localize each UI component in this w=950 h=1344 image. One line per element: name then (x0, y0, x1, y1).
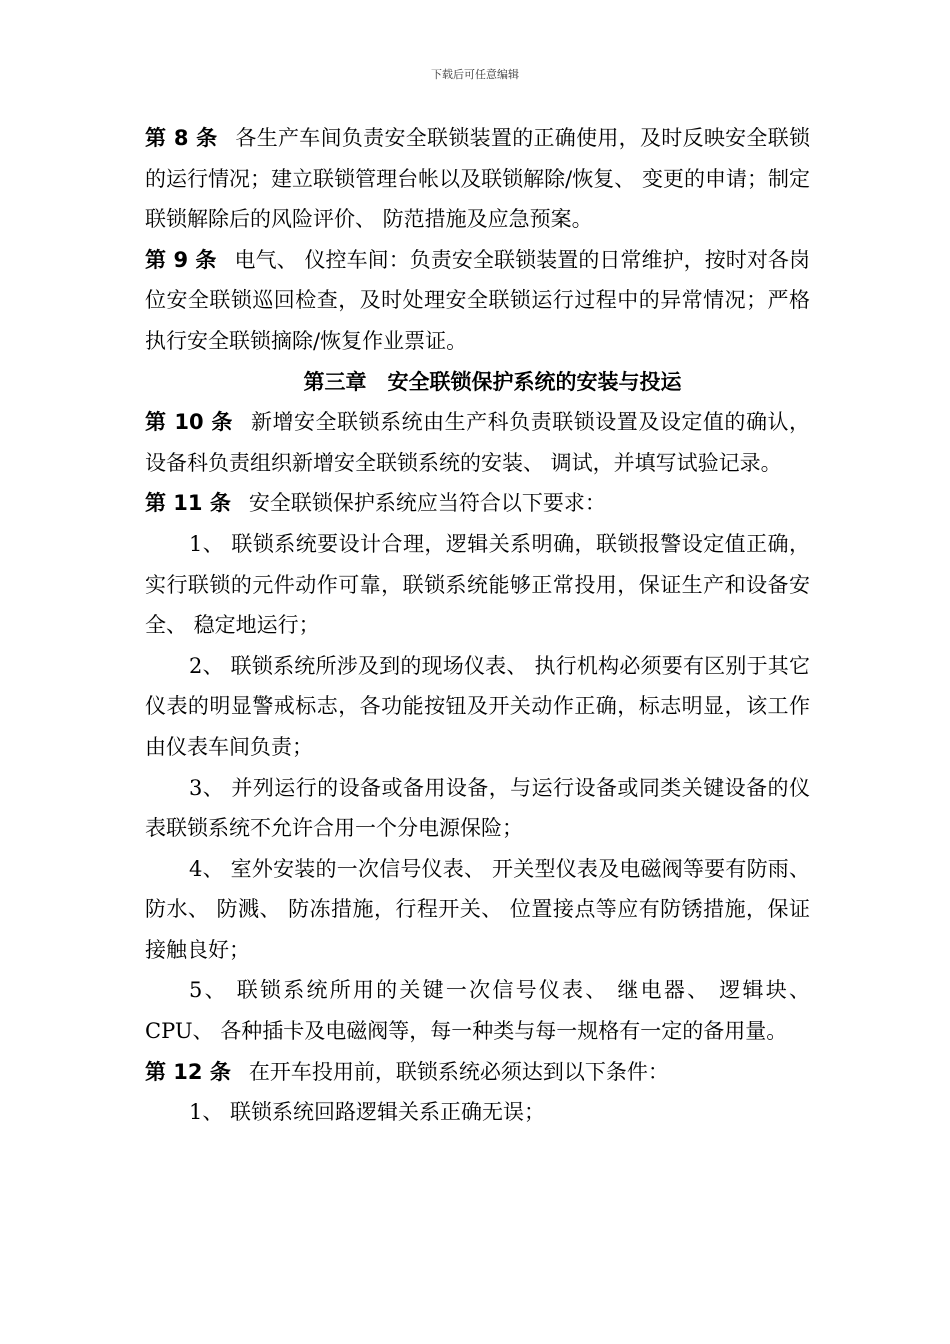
article-10 (145, 402, 810, 483)
article-11 (145, 483, 810, 524)
article-text: 各生产车间负责安全联锁装置的正确使用，及时反映安全联锁的运行情况；建立联锁管理台帐以及联锁解除/恢复、 变更的申请；制定联锁解除后的风险评价、 防范措施及应急预案。 (145, 126, 811, 232)
article-text: 新增安全联锁系统由生产科负责联锁设置及设定值的确认，设备科负责组织新增安全联锁系统的安装、 调试，并填写试验记录。 (145, 410, 810, 475)
page-header-note: 下载后可任意编辑 (431, 68, 519, 81)
article-label: 第 10 条 (145, 410, 233, 435)
article-text: 电气、 仪控车间：负责安全联锁装置的日常维护，按时对各岗位安全联锁巡回检查，及时处理安全联锁运行过程中的异常情况；严格执行安全联锁摘除/恢复作业票证。 (145, 247, 810, 353)
list-item: 1、 联锁系统要设计合理，逻辑关系明确，联锁报警设定值正确，实行联锁的元件动作可靠，联锁系统能够正常投用，保证生产和设备安全、 稳定地运行； (145, 531, 810, 638)
list-item: 5、 联锁系统所用的关键一次信号仪表、 继电器、 逻辑块、 CPU、 各种插卡及电磁阀等，每一种类与每一规格有一定的备用量。 (145, 978, 810, 1044)
article-text: 在开车投用前，联锁系统必须达到以下条件： (248, 1059, 669, 1084)
article-label: 第 12 条 (145, 1059, 231, 1084)
article-12 (145, 1052, 810, 1093)
article-label: 第 9 条 (145, 247, 217, 272)
document-body (145, 118, 810, 1133)
list-item: 1、 联锁系统回路逻辑关系正确无误； (189, 1100, 546, 1125)
article-8 (145, 118, 810, 240)
list-item: 3、 并列运行的设备或备用设备，与运行设备或同类关键设备的仪表联锁系统不允许合用一个分电源保险； (145, 775, 810, 841)
chapter-title: 第三章 安全联锁保护系统的安装与投运 (303, 369, 682, 394)
article-text: 安全联锁保护系统应当符合以下要求： (248, 491, 606, 516)
list-item: 4、 室外安装的一次信号仪表、 开关型仪表及电磁阀等要有防雨、 防水、 防溅、 防冻措施，行程开关、 位置接点等应有防锈措施，保证接触良好； (145, 856, 810, 962)
article-label: 第 8 条 (145, 126, 218, 150)
article-label: 第 11 条 (145, 491, 231, 516)
article-9 (145, 240, 810, 362)
list-item: 2、 联锁系统所涉及到的现场仪表、 执行机构必须要有区别于其它仪表的明显警戒标志，各功能按钮及开关动作正确，标志明显，该工作由仪表车间负责； (145, 653, 810, 759)
